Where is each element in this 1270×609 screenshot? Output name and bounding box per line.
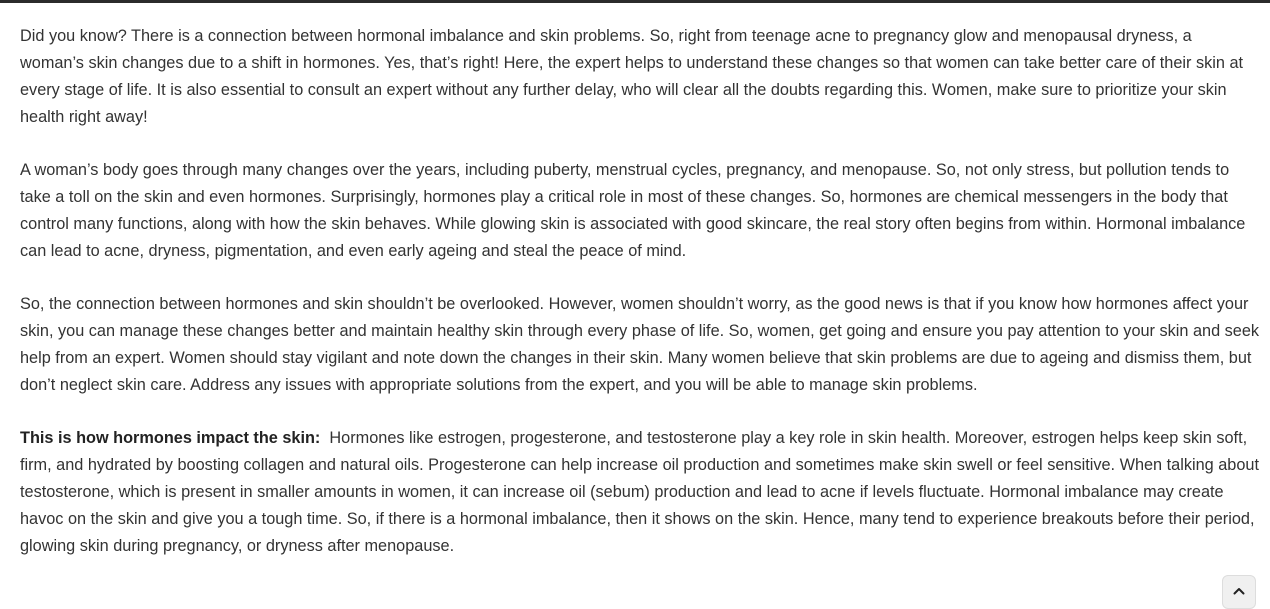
top-divider bbox=[0, 0, 1270, 3]
section-heading: This is how hormones impact the skin: bbox=[20, 429, 321, 447]
chevron-up-icon bbox=[1233, 587, 1245, 595]
paragraph-hormone-impact bbox=[20, 425, 1260, 560]
paragraph-intro: Did you know? There is a connection between hormonal imbalance and skin problems. So, right from teenage acne to pregnancy glow and menopausal dryness, a woman’s skin changes due to a shift in hormones. Yes, that’s right! Here, the expert helps to understand these changes so that women can take better care of their skin at every stage of life. It is also essential to consult an expert without any further delay, who will clear all the doubts regarding this. Women, make sure to prioritize your skin health right away! bbox=[20, 27, 1244, 126]
paragraph-connection: So, the connection between hormones and skin shouldn’t be overlooked. However, women shouldn’t worry, as the good news is that if you know how hormones affect your skin, you can manage these changes better and maintain healthy skin through every phase of life. So, women, get going and ensure you pay attention to your skin and seek help from an expert. Women should stay vigilant and note down the changes in their skin. Many women believe that skin problems are due to ageing and dismiss them, but don’t neglect skin care. Address any issues with appropriate solutions from the expert, and you will be able to manage skin problems. bbox=[20, 295, 1260, 394]
section-body: Hormones like estrogen, progesterone, and testosterone play a key role in skin health. Moreover, estrogen helps keep skin soft, firm, and hydrated by boosting collagen and natural oils. Progesterone can help increase oil production and sometimes make skin swell or feel sensitive. When talking about testosterone, which is present in smaller amounts in women, it can increase oil (sebum) production and lead to acne if levels fluctuate. Hormonal imbalance may create havoc on the skin and give you a tough time. So, if there is a hormonal imbalance, then it shows on the skin. Hence, many tend to experience breakouts before their period, glowing skin during pregnancy, or dryness after menopause. bbox=[20, 429, 1259, 555]
article-body bbox=[20, 23, 1260, 586]
scroll-to-top-button[interactable] bbox=[1222, 575, 1256, 609]
paragraph-body-changes: A woman’s body goes through many changes over the years, including puberty, menstrual cycles, pregnancy, and menopause. So, not only stress, but pollution tends to take a toll on the skin and even hormones. Surprisingly, hormones play a critical role in most of these changes. So, hormones are chemical messengers in the body that control many functions, along with how the skin behaves. While glowing skin is associated with good skincare, the real story often begins from within. Hormonal imbalance can lead to acne, dryness, pigmentation, and even early ageing and steal the peace of mind. bbox=[20, 161, 1246, 260]
